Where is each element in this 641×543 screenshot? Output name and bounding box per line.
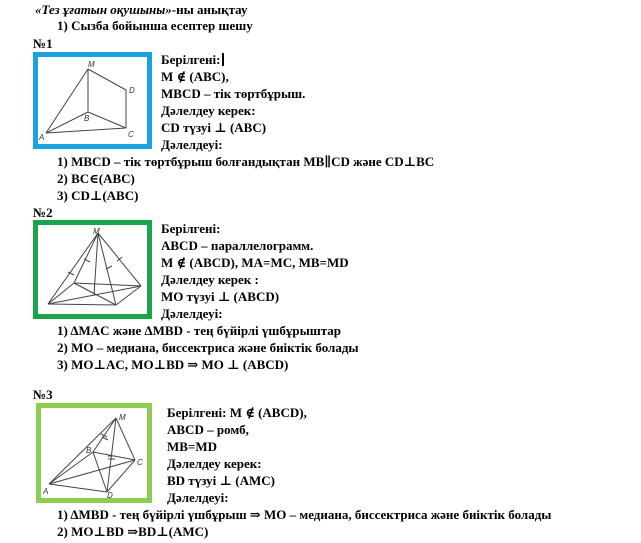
problem-3-figure (41, 408, 147, 498)
problem-2-given-label: Берілгені: (161, 221, 221, 236)
problem-2-step-1: 1) ΔMAC және ΔMBD - тең бүйірлі үшбұрыштар (57, 323, 341, 338)
edge-bd (74, 283, 141, 286)
problem-3-prove: BD түзуі ⊥ (AMC) (167, 473, 275, 488)
edge-ab (49, 452, 93, 484)
diag-ac (49, 460, 135, 484)
problem-3-prove-label: Дәлелдеу керек: (167, 456, 262, 471)
problem-2-step-2: 2) MO – медиана, биссектриса және биіктік болады (57, 340, 359, 355)
edge-ma (46, 69, 88, 133)
edge-ac (46, 128, 126, 133)
problem-2-proof-label: Дәлелдеуі: (161, 306, 223, 321)
problem-1-prove: CD түзуі ⊥ (ABC) (161, 120, 267, 135)
diag-bd (93, 452, 107, 492)
edge-ac (48, 304, 116, 305)
problem-2-given-2: M ∉ (ABCD), MA=MC, MB=MD (161, 255, 349, 270)
problem-1-step-2: 2) BC∈(ABC) (57, 171, 135, 186)
label-m: M (93, 227, 100, 236)
problem-1-step-3: 3) CD⊥(ABC) (57, 188, 139, 203)
edge-mc (116, 418, 135, 460)
problem-1-figure (38, 57, 147, 144)
problem-3-number: №3 (33, 387, 53, 402)
problem-1-number: №1 (33, 36, 53, 51)
problem-2-number: №2 (33, 205, 53, 220)
task-title-rest: -ны анықтау (171, 2, 248, 17)
edge-mo (94, 233, 98, 295)
problem-2-diagram (33, 220, 152, 319)
problem-1-prove-label: Дәлелдеу керек: (161, 103, 256, 118)
edge-ma (49, 418, 116, 484)
task-subtitle: 1) Сызба бойынша есептер шешу (57, 18, 253, 33)
edge-ma (48, 233, 98, 304)
tick-2 (102, 437, 108, 440)
label-a: A (43, 487, 49, 496)
problem-2-given-1: ABCD – параллелограмм. (161, 238, 314, 253)
problem-2-prove: MO түзуі ⊥ (ABCD) (161, 289, 280, 304)
problem-1-proof-label: Дәлелдеуі: (161, 137, 223, 152)
problem-2-prove-label: Дәлелдеу керек : (161, 272, 259, 287)
edge-mb (74, 233, 98, 283)
problem-1-diagram (33, 52, 152, 149)
problem-3-given-label: Берілгені: M ∉ (ABCD), (167, 405, 307, 420)
edge-ad (49, 484, 107, 492)
label-a: A (39, 133, 45, 142)
label-d: D (129, 86, 135, 95)
problem-1-given-2: MBCD – тік төртбұрыш. (161, 86, 306, 101)
label-m: M (119, 413, 126, 422)
problem-3-given-2: MB=MD (167, 439, 218, 454)
label-d: D (107, 491, 113, 498)
label-c: C (128, 130, 134, 139)
problem-2-step-3: 3) MO⊥AC, MO⊥BD ⇒ MO ⊥ (ABCD) (57, 357, 289, 372)
problem-3-proof-label: Дәлелдеуі: (167, 490, 229, 505)
problem-1-given-1: M ∉ (ABC), (161, 69, 229, 84)
task-title-italic: «Тез ұғатын оқушыны» (35, 2, 172, 17)
text-cursor (222, 53, 224, 66)
edge-md (88, 69, 126, 90)
problem-3-step-2: 2) MO⊥BD ⇒BD⊥(AMC) (57, 524, 209, 539)
task-title (35, 2, 247, 17)
problem-3-step-1: 1) ΔMBD - тең бүйірлі үшбұрыш ⇒ MO – медиана, биссектриса және биіктік болады (57, 507, 552, 522)
problem-3-diagram (36, 403, 152, 503)
edge-bc (88, 112, 126, 128)
problem-1-step-1: 1) MBCD – тік төртбұрыш болғандықтан MB∥CD және CD⊥BC (57, 154, 435, 169)
label-b: B (86, 446, 92, 455)
problem-3-given-inline: M ∉ (ABCD), (229, 405, 307, 420)
label-c: C (137, 458, 143, 467)
edge-cd (107, 460, 135, 492)
label-b: B (84, 114, 90, 123)
problem-2-figure (38, 225, 147, 314)
problem-3-given-1: ABCD – ромб, (167, 422, 249, 437)
label-m: M (88, 60, 95, 69)
problem-1-given-label: Берілгені: (161, 52, 224, 67)
